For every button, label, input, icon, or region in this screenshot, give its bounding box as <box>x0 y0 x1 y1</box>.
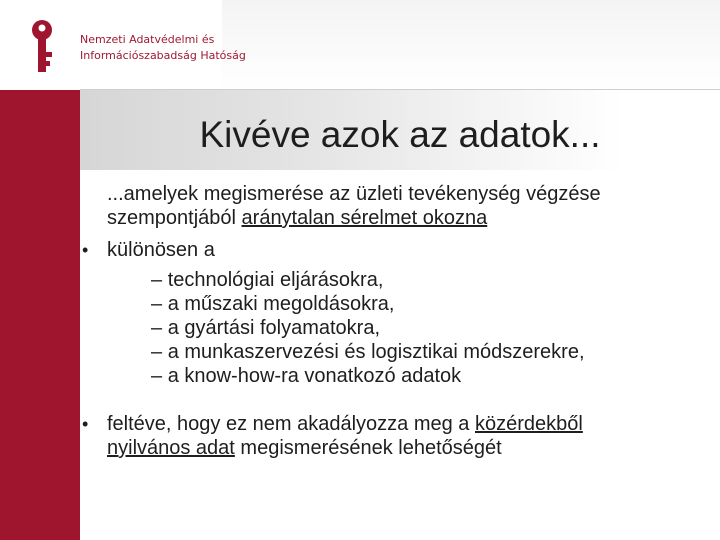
intro-line-1: ...amelyek megismerése az üzleti tevékenység végzése <box>107 183 601 205</box>
sidebar-accent <box>0 90 80 540</box>
sub-item <box>151 292 394 316</box>
bullet-marker: • <box>82 240 89 260</box>
sub-item <box>151 364 461 388</box>
bullet-marker: • <box>82 414 89 434</box>
bullet-2-line-1 <box>107 412 583 436</box>
dash-marker: – <box>151 269 163 291</box>
logo-text-line-2: Információszabadság Hatóság <box>80 49 246 62</box>
dash-marker: – <box>151 365 163 387</box>
sub-item <box>151 316 380 340</box>
dash-marker: – <box>151 293 163 315</box>
dash-marker: – <box>151 317 163 339</box>
slide-title: Kivéve azok az adatok... <box>199 114 601 155</box>
bullet-2-text: feltéve, hogy ez nem akadályozza meg a <box>107 413 475 435</box>
sub-item-text: a gyártási folyamatokra, <box>167 317 381 339</box>
public-data-phrase: nyilvános adat <box>107 437 235 459</box>
dash-marker: – <box>151 341 163 363</box>
intro-line-2 <box>107 206 487 230</box>
intro-line-2-text: szempontjából <box>107 207 242 229</box>
sub-item-text: a műszaki megoldásokra, <box>167 293 395 315</box>
sub-item <box>151 340 585 364</box>
public-interest-phrase: közérdekből <box>475 413 583 435</box>
intro-underlined-phrase: aránytalan sérelmet okozna <box>241 207 488 229</box>
bullet-2-line-2 <box>107 436 502 460</box>
organization-name <box>80 32 246 64</box>
bullet-2-text-end: megismerésének lehetőségét <box>234 437 502 459</box>
logo-text-line-1: Nemzeti Adatvédelmi és <box>80 33 215 46</box>
bullet-1: különösen a <box>107 239 215 261</box>
sub-item-text: a munkaszervezési és logisztikai módszerekre, <box>167 341 585 363</box>
sub-item-text: a know-how-ra vonatkozó adatok <box>167 365 462 387</box>
key-icon <box>28 18 56 74</box>
sub-item-text: technológiai eljárásokra, <box>167 269 384 291</box>
header-gradient <box>222 0 720 90</box>
sub-item <box>151 268 383 292</box>
